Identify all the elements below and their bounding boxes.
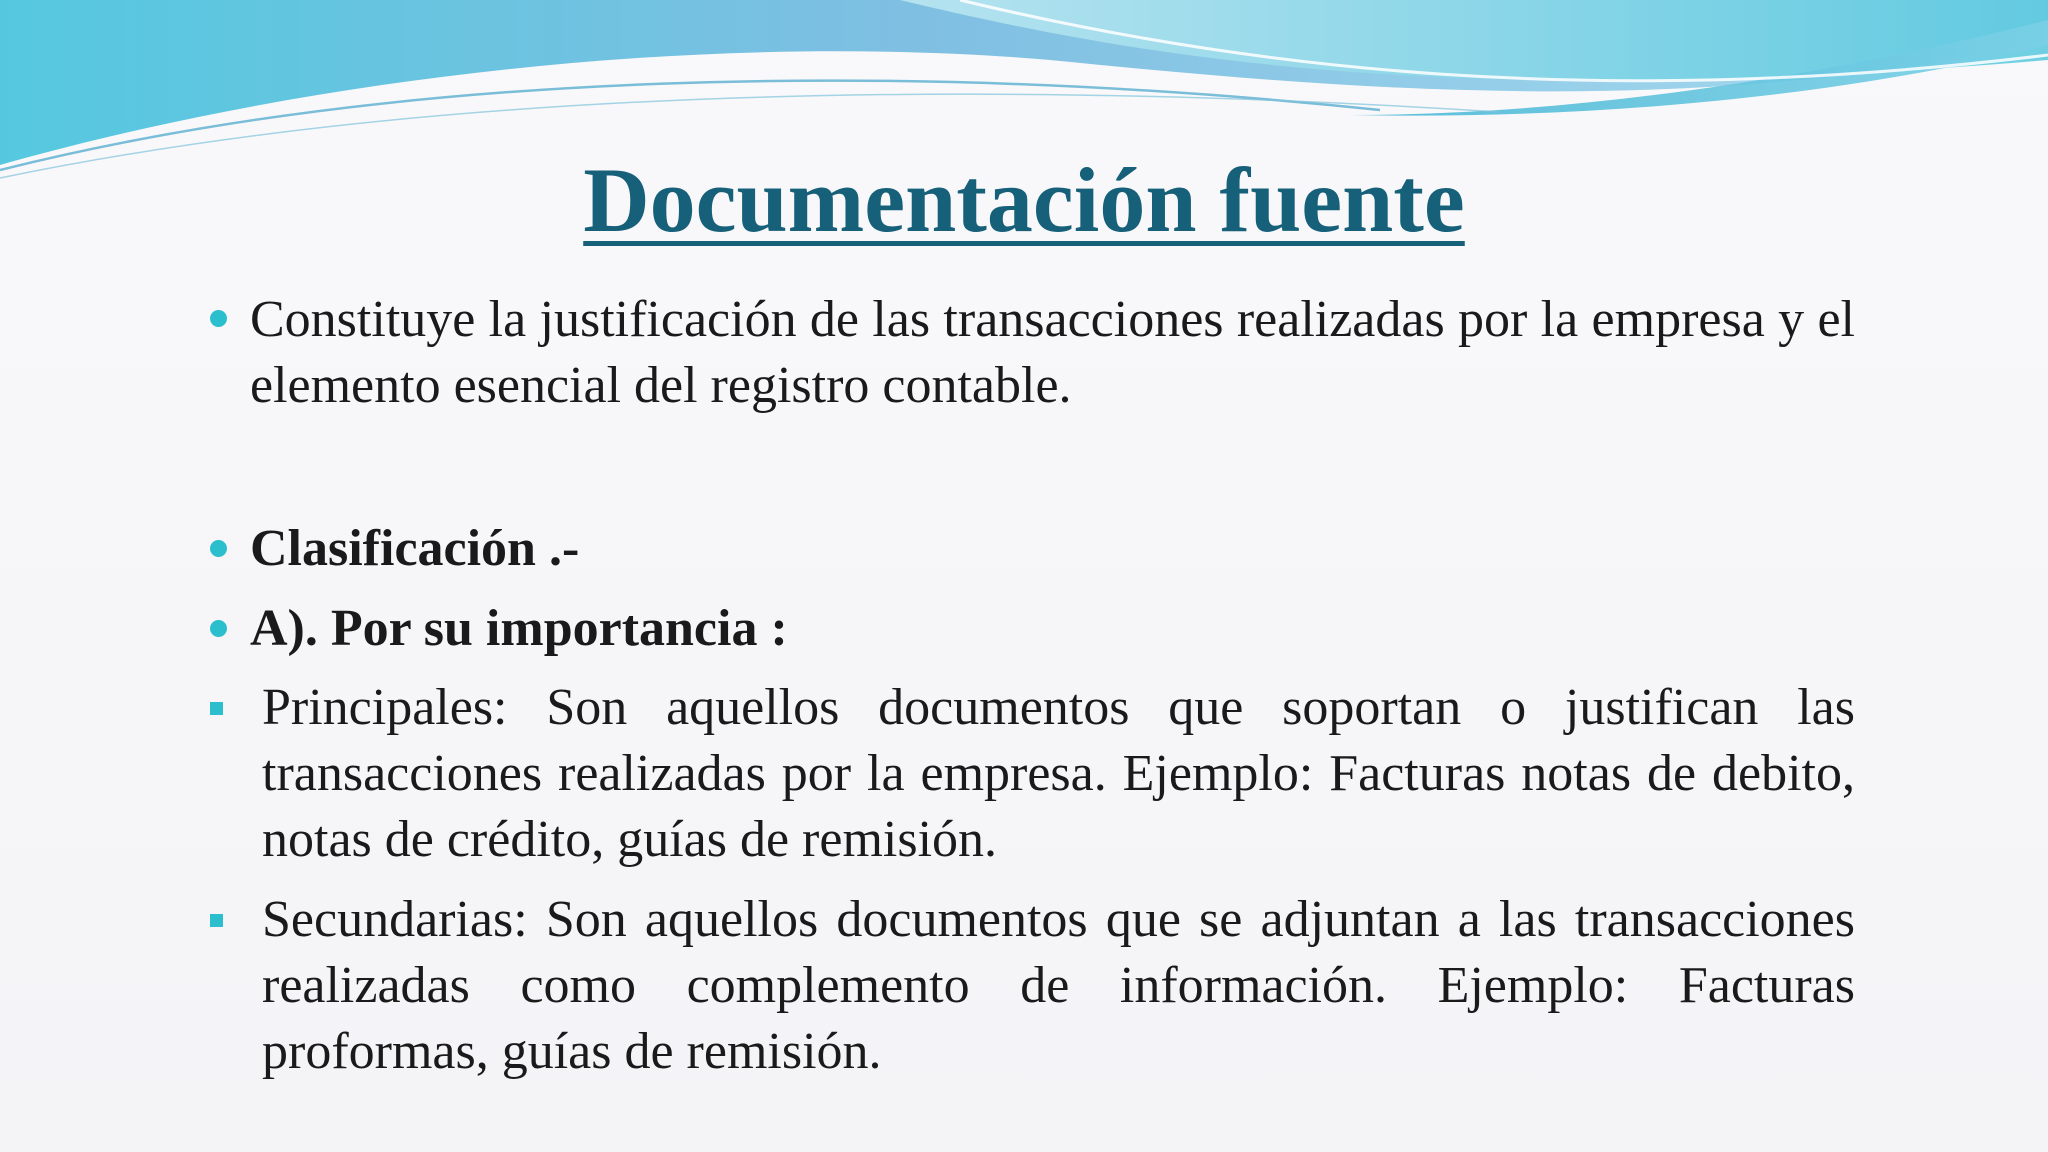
- bullet-dot-icon: [210, 540, 227, 557]
- bullet-square-icon: [210, 914, 223, 927]
- bullet-text: Secundarias: Son aquellos documentos que se adjuntan a las transacciones realizadas como complemento de información. Ejemplo: Facturas proformas, guías de remisión.: [262, 891, 1855, 1080]
- bullet-text: A). Por su importancia :: [250, 600, 788, 657]
- bullet-square-icon: [210, 702, 223, 715]
- slide-title: Documentación fuente: [583, 149, 1465, 251]
- bullet-dot-icon: [210, 310, 227, 327]
- bullet-text: Clasificación .-: [250, 520, 580, 577]
- bullet-text: Constituye la justificación de las transacciones realizadas por la empresa y el elemento esencial del registro contable.: [250, 291, 1855, 414]
- bullet-dot-icon: [210, 620, 227, 637]
- bullet-text: Principales: Son aquellos documentos que soportan o justifican las transacciones realizadas por la empresa. Ejemplo: Facturas notas de debito, notas de crédito, guías de remisión.: [262, 679, 1855, 868]
